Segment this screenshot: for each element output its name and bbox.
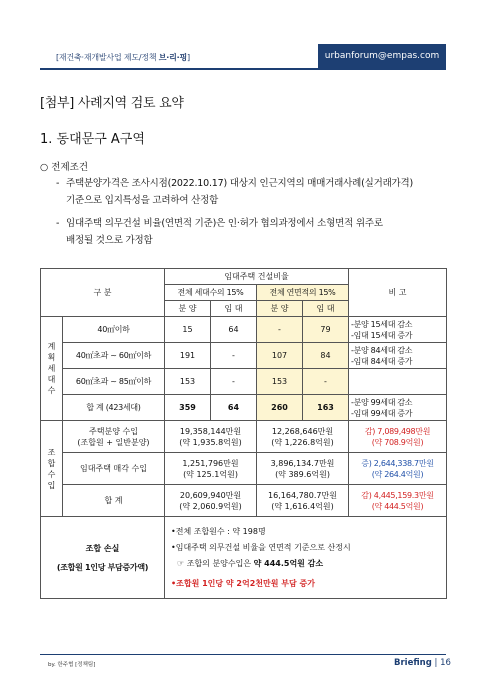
header-area-15: 전체 연면적의 15% (257, 285, 349, 301)
table-cell: 359 (165, 395, 211, 421)
table-cell: 16,164,780.7만원 (약 1,616.4억원) (257, 485, 349, 517)
header-sale-b: 분 양 (257, 301, 303, 317)
header-units-15: 전체 세대수의 15% (165, 285, 257, 301)
subsection-title: 1. 동대문구 A구역 (40, 132, 145, 147)
table-cell: 84 (303, 343, 349, 369)
table-cell: 1,251,796만원 (약 125.1억원) (165, 453, 257, 485)
condition-item-1: - 주택분양가격은 조사시점(2022.10.17) 대상지 인근지역의 매매거래사례(실거래가격) 기준으로 입지특성을 고려하여 산정함 (56, 178, 414, 206)
header-rental-ratio: 임대주택 건설비율 (165, 269, 349, 285)
section-title: [첨부] 사례지역 검토 요약 (40, 96, 184, 111)
header-remark: 비 고 (349, 269, 447, 317)
header-gubun: 구 분 (41, 269, 165, 317)
table-cell: 19,358,144만원 (약 1,935.8억원) (165, 421, 257, 453)
footer-divider (40, 654, 446, 655)
table-remark (349, 369, 447, 395)
table-remark: 감) 7,089,498만원 (약 708.9억원) (349, 421, 447, 453)
table-row-label: 40㎡초과 ~ 60㎡이하 (63, 343, 165, 369)
header-rent-a: 임 대 (211, 301, 257, 317)
header-publication-label: [재건축·재개발사업 제도/정책 브·리·핑] (56, 53, 190, 62)
table-remark: 증) 2,644,338.7만원 (약 264.4억원) (349, 453, 447, 485)
table-cell: 15 (165, 317, 211, 343)
table-cell: 12,268,646만원 (약 1,226.8억원) (257, 421, 349, 453)
table-cell: - (257, 317, 303, 343)
group-union-income: 조 합 수 입 (41, 421, 63, 517)
table-cell: 153 (165, 369, 211, 395)
table-total-label: 합 계 (423세대) (63, 395, 165, 421)
table-cell: 260 (257, 395, 303, 421)
header-divider (40, 68, 446, 70)
header-sale-a: 분 양 (165, 301, 211, 317)
table-cell: 191 (165, 343, 211, 369)
table-row-label: 60㎡초과 ~ 85㎡이하 (63, 369, 165, 395)
table-cell: 20,609,940만원 (약 2,060.9억원) (165, 485, 257, 517)
table-row-label: 주택분양 수입 (조합원 + 일반분양) (63, 421, 165, 453)
table-row-label: 40㎡이하 (63, 317, 165, 343)
table-cell: 64 (211, 317, 257, 343)
table-cell: 153 (257, 369, 303, 395)
table-cell: - (211, 343, 257, 369)
bullet-heading: ○ 전제조건 (40, 162, 89, 173)
summary-label: 조합 손실 (조합원 1인당 부담증가액) (41, 517, 165, 599)
table-row-label: 합 계 (63, 485, 165, 517)
table-cell: 107 (257, 343, 303, 369)
condition-item-2: - 임대주택 의무건설 비율(연면적 기준)은 인·허가 협의과정에서 소형면적 위주로 배정될 것으로 가정함 (56, 218, 383, 246)
footer-author: by. 한주협 [정책팀] (48, 662, 96, 668)
table-remark: -분양 99세대 감소 -임대 99세대 증가 (349, 395, 447, 421)
header-email-badge: urbanforum@empas.com (318, 44, 446, 68)
group-planned-units: 계 획 세 대 수 (41, 317, 63, 421)
table-row-label: 임대주택 매각 수입 (63, 453, 165, 485)
footer-page-label: Briefing | 16 (394, 658, 451, 668)
summary-content: •전체 조합원수 : 약 198명 •임대주택 의무건설 비율을 연면적 기준으로 산정시 ☞ 조합의 분양수입은 약 444.5억원 감소 •조합원 1인당 약 2억2천만원 부담 증가 (165, 517, 447, 599)
table-remark: 감) 4,445,159.3만원 (약 444.5억원) (349, 485, 447, 517)
table-cell: - (211, 369, 257, 395)
table-cell: 64 (211, 395, 257, 421)
table-cell: 163 (303, 395, 349, 421)
table-cell: 79 (303, 317, 349, 343)
comparison-table (40, 268, 447, 599)
header-rent-b: 임 대 (303, 301, 349, 317)
table-cell: 3,896,134.7만원 (약 389.6억원) (257, 453, 349, 485)
table-cell: - (303, 369, 349, 395)
table-remark: -분양 15세대 감소 -임대 15세대 증가 (349, 317, 447, 343)
table-remark: -분양 84세대 감소 -임대 84세대 증가 (349, 343, 447, 369)
